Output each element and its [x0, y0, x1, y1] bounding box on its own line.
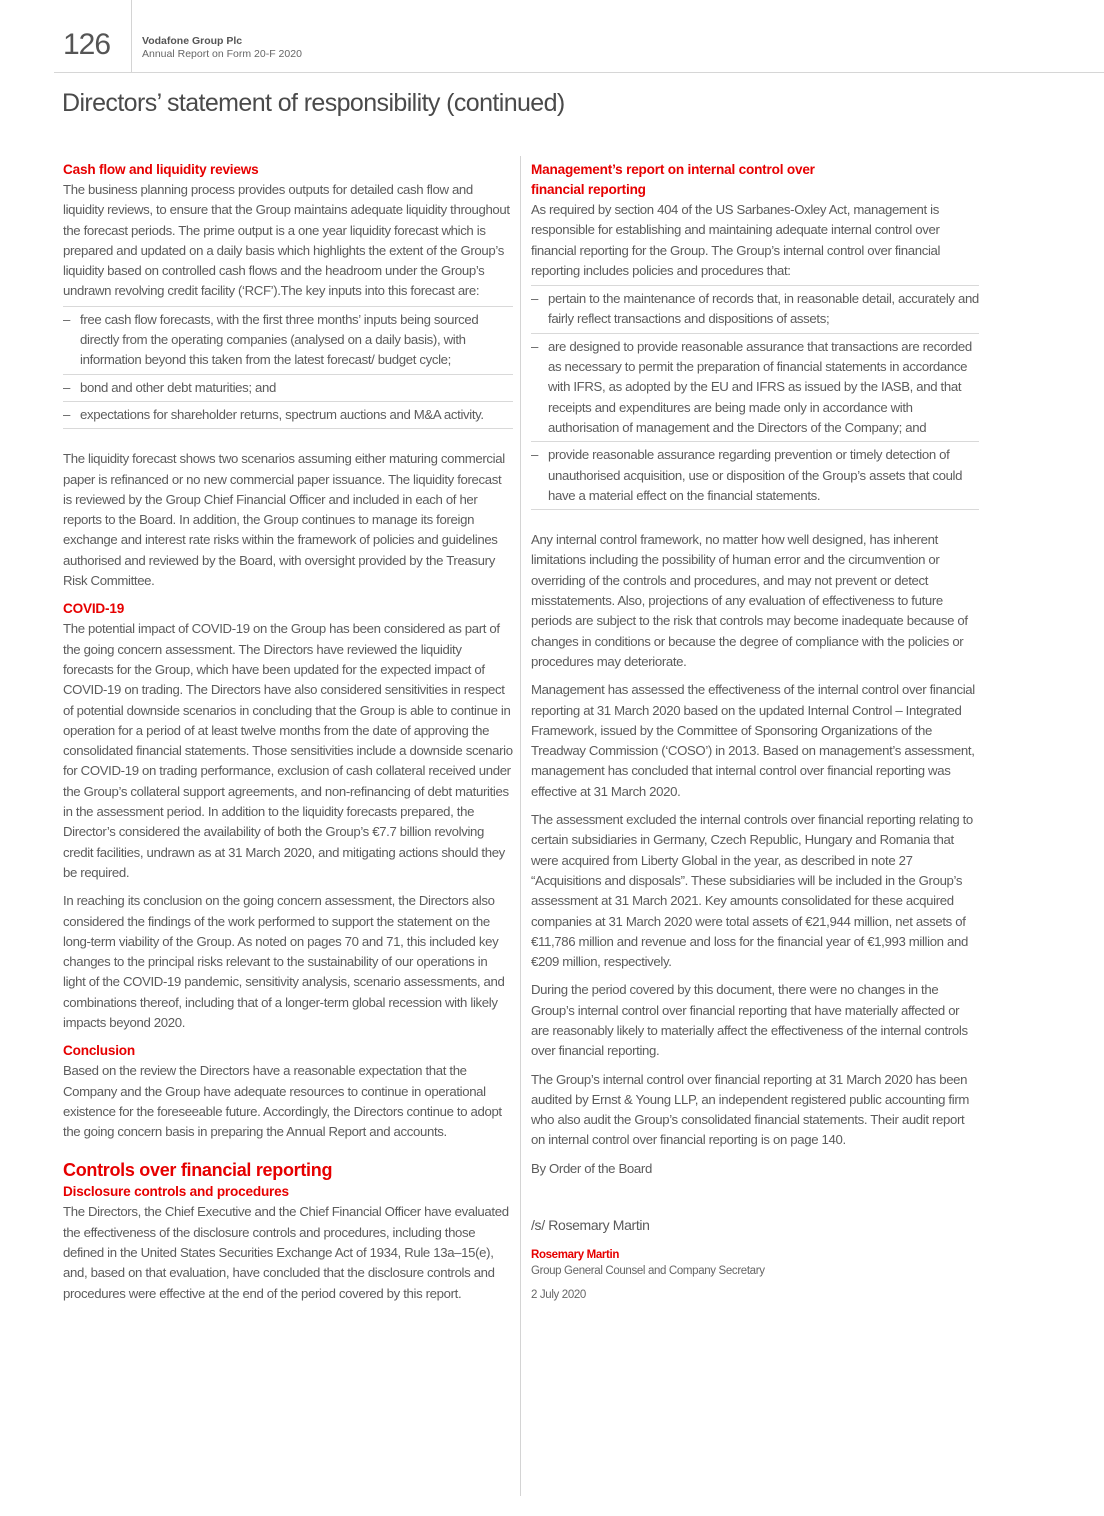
disclosure-para: The Directors, the Chief Executive and the Chief Financial Officer have evaluated the effectiveness of the disclosure controls and procedures, including those defined in the United States Securities Exchange Act of 1934, Rule 13a–15(e), and, based on that evaluation, have concluded that the disclosure controls and procedures were effective at the end of the period covered by this report.: [63, 1204, 509, 1301]
signature-line: /s/ Rosemary Martin: [531, 1217, 650, 1234]
list-item: – expectations for shareholder returns, spectrum auctions and M&A activity.: [63, 402, 513, 429]
covid-para-1: The potential impact of COVID-19 on the Group has been considered as part of the going concern assessment. The Directors have reviewed the liquidity forecasts for the Group, which have been updated for the expected impact of COVID-19 on trading. The Directors have also considered sensitivities in respect of potential downside scenarios in concluding that the Group is able to continue in operation for a period of at least twelve months from the date of approving the consolidated financial statements. Those sensitivities include a downside scenario for COVID-19 on trading performance, exclusion of cash collateral received under the Group’s collateral support agreements, and non-refinancing of debt maturities in the assessment period. In addition to the liquidity forecasts prepared, the Director’s considered the availability of both the Group’s €7.7 billion revolving credit facilities, undrawn as at 31 March 2020, and mitigating actions should they be required.: [63, 621, 513, 880]
mgmt-report-heading: Management’s report on internal control over financial reporting: [531, 162, 815, 197]
list-item: – pertain to the maintenance of records that, in reasonable detail, accurately and fairly reflect transactions and dispositions of assets;: [531, 286, 979, 334]
header-rule: [54, 72, 1104, 73]
mgmt-para-1: Any internal control framework, no matter how well designed, has inherent limitations including the possibility of human error and the circumvention or overriding of the controls and procedures, and may not prevent or detect misstatements. Also, projections of any evaluation of effectiveness to future periods are subject to the risk that controls may become inadequate because of changes in conditions or because the degree of compliance with the policies or procedures may deteriorate.: [531, 532, 968, 669]
cash-flow-heading: Cash flow and liquidity reviews: [63, 162, 259, 177]
policies-list: [531, 285, 979, 510]
page-title: Directors’ statement of responsibility (continued): [62, 89, 565, 117]
conclusion-heading: Conclusion: [63, 1043, 136, 1059]
column-divider: [520, 156, 521, 1496]
cash-flow-para: The liquidity forecast shows two scenarios assuming either maturing commercial paper is refinanced or no new commercial paper issuance. The liquidity forecast is reviewed by the Group Chief Financial Officer and included in each of her reports to the Board. In addition, the Group continues to manage its foreign exchange and interest rate risks within the framework of policies and guidelines authorised and reviewed by the Board, with oversight provided by the Treasury Risk Committee.: [63, 451, 505, 589]
mgmt-para-4: During the period covered by this document, there were no changes in the Group’s internal control over financial reporting that have materially affected or are reasonably likely to materially affect the effectiveness of the internal controls over financial reporting.: [531, 982, 968, 1059]
right-column: [531, 160, 979, 1303]
covid-heading: COVID-19: [63, 601, 125, 617]
list-item: – bond and other debt maturities; and: [63, 375, 513, 402]
mgmt-intro: As required by section 404 of the US Sarbanes-Oxley Act, management is responsible for establishing and maintaining adequate internal control over financial reporting for the Group. The Group’s internal control over financial reporting includes policies and procedures that:: [531, 202, 941, 278]
page-number: 126: [63, 28, 111, 61]
report-name: Annual Report on Form 20-F 2020: [142, 48, 302, 60]
signatory-name: Rosemary Martin: [531, 1249, 620, 1262]
controls-heading: Controls over financial reporting: [63, 1160, 333, 1181]
covid-section: [63, 599, 513, 1033]
list-item: – are designed to provide reasonable assurance that transactions are recorded as necessary to permit the preparation of financial statements in accordance with IFRS, as adopted by the EU and IFRS as issued by the IASB, and that receipts and expenditures are being made only in accordance with authorisation of management and the Directors of the Company; and: [531, 334, 979, 442]
by-order-of-board: By Order of the Board: [531, 1160, 652, 1176]
list-item: – provide reasonable assurance regarding prevention or timely detection of unauthorised acquisition, use or disposition of the Group’s assets that could have a material effect on the financial statements.: [531, 442, 979, 510]
mgmt-report-section: [531, 160, 979, 1179]
covid-para-2: In reaching its conclusion on the going concern assessment, the Directors also considered the findings of the work performed to support the statement on the long-term viability of the Group. As noted on pages 70 and 71, this included key changes to the principal risks relevant to the sustainability of our operations in light of the COVID-19 pandemic, sensitivity analysis, scenario assessments, and combinations thereof, including that of a longer-term global recession with likely impacts beyond 2020.: [63, 893, 505, 1030]
brand-block: [142, 35, 302, 61]
company-name: Vodafone Group Plc: [142, 35, 243, 47]
mgmt-para-2: Management has assessed the effectiveness of the internal control over financial reporting at 31 March 2020 based on the updated Internal Control – Integrated Framework, issued by the Committee of Sponsoring Organizations of the Treadway Commission (‘COSO’) in 2013. Based on management’s assessment, management has concluded that internal control over financial reporting was effective at 31 March 2020.: [531, 682, 975, 799]
cash-flow-intro: The business planning process provides outputs for detailed cash flow and liquidity reviews, to ensure that the Group maintains adequate liquidity throughout the forecast periods. The prime output is a one year liquidity forecast which is prepared and updated on a daily basis which highlights the extent of the Group’s liquidity based on controlled cash flows and the headroom under the Group’s undrawn revolving credit facility (‘RCF’).The key inputs into this forecast are:: [63, 182, 510, 299]
mgmt-para-3: The assessment excluded the internal controls over financial reporting relating to certain subsidiaries in Germany, Czech Republic, Hungary and Romania that were acquired from Liberty Global in the year, as described in note 27 “Acquisitions and disposals”. These subsidiaries will be included in the Group’s assessment at 31 March 2021. Key amounts consolidated for these acquired companies at 31 March 2020 were total assets of €21,944 million, net assets of €11,786 million and revenue and loss for the financial year of €1,993 million and €209 million, respectively.: [531, 812, 973, 970]
mgmt-para-5: The Group’s internal control over financial reporting at 31 March 2020 has been audited by Ernst & Young LLP, an independent registered public accounting firm who also audit the Group’s consolidated financial statements. Their audit report on internal control over financial reporting is on page 140.: [531, 1071, 970, 1148]
header-divider: [131, 0, 132, 72]
cash-flow-inputs-list: [63, 306, 513, 429]
signature-date: 2 July 2020: [531, 1289, 586, 1302]
conclusion-para: Based on the review the Directors have a reasonable expectation that the Company and the Group have adequate resources to continue in operational existence for the foreseeable future. Accordingly, the Directors continue to adopt the going concern basis in preparing the Annual Report and accounts.: [63, 1063, 502, 1140]
conclusion-section: [63, 1041, 513, 1142]
list-item: – free cash flow forecasts, with the first three months’ inputs being sourced directly from the operating companies (analysed on a daily basis), with information beyond this taken from the latest forecast/ budget cycle;: [63, 307, 513, 375]
controls-section: [63, 1158, 513, 1303]
left-column: [63, 160, 513, 1312]
signature-block: [531, 1215, 979, 1303]
disclosure-subheading: Disclosure controls and procedures: [63, 1184, 289, 1200]
signatory-role: Group General Counsel and Company Secretary: [531, 1265, 765, 1278]
cash-flow-section: [63, 160, 513, 591]
